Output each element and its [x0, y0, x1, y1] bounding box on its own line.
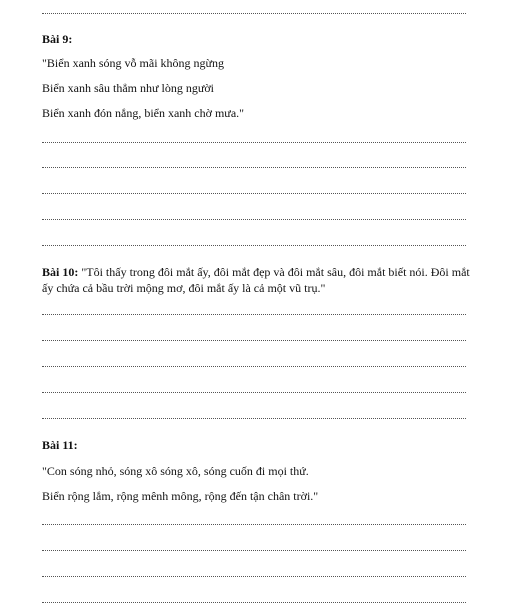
answer-line [42, 602, 466, 603]
exercise-11-line-1: "Con sóng nhỏ, sóng xô sóng xô, sóng cuốn đi mọi thứ. [42, 464, 309, 478]
exercise-10-body: "Tôi thấy trong đôi mắt ấy, đôi mắt đẹp và đôi mắt sâu, đôi mắt biết nói. Đôi mắt ấy chứa cả bầu trời mộng mơ, đôi mắt ấy là cả một vũ trụ." [42, 265, 470, 295]
exercise-9-line-1: "Biển xanh sóng vỗ mãi không ngừng [42, 56, 225, 70]
answer-line [42, 392, 466, 393]
answer-line [42, 219, 466, 220]
answer-line [42, 245, 466, 246]
answer-line [42, 167, 466, 168]
exercise-10-text [42, 264, 482, 296]
exercise-9-line-2: Biển xanh sâu thẳm như lòng người [42, 81, 215, 95]
exercise-9-line-3: Biển xanh đón nắng, biển xanh chờ mưa." [42, 106, 245, 120]
answer-line [42, 524, 466, 525]
answer-line [42, 550, 466, 551]
answer-line [42, 340, 466, 341]
answer-line [42, 418, 466, 419]
answer-line [42, 576, 466, 577]
answer-line [42, 314, 466, 315]
exercise-11-title: Bài 11: [42, 438, 78, 452]
answer-line [42, 142, 466, 143]
answer-line [42, 366, 466, 367]
answer-line [42, 193, 466, 194]
exercise-9-title: Bài 9: [42, 32, 73, 46]
answer-line [42, 13, 466, 14]
exercise-11-line-2: Biển rộng lắm, rộng mênh mông, rộng đến tận chân trời." [42, 489, 319, 503]
exercise-10-title: Bài 10: [42, 265, 79, 279]
